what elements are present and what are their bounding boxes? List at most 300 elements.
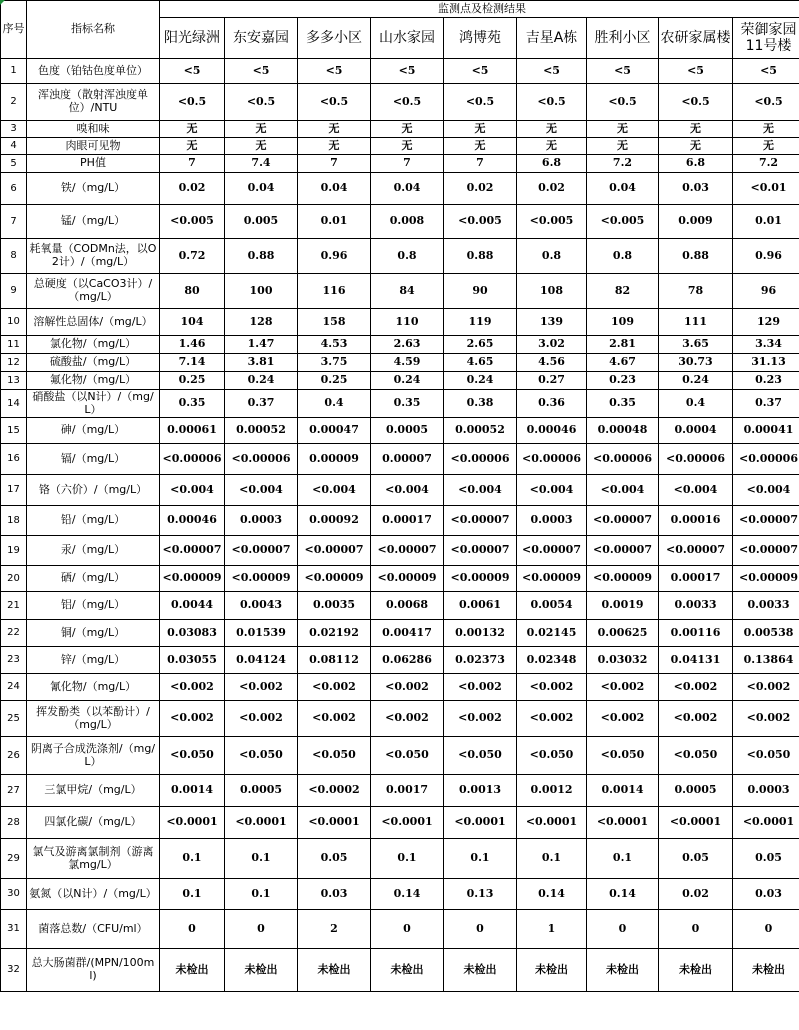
result-cell: <0.00007 xyxy=(733,506,799,536)
result-cell: <0.002 xyxy=(733,701,799,737)
row-number: 18 xyxy=(1,506,27,536)
result-cell: 0.0017 xyxy=(371,775,444,807)
result-cell: <0.002 xyxy=(160,674,225,701)
result-cell: <0.004 xyxy=(371,475,444,506)
result-cell: <0.00006 xyxy=(733,444,799,475)
result-cell: <0.00009 xyxy=(733,566,799,592)
result-cell: <0.002 xyxy=(733,674,799,701)
result-cell: 未检出 xyxy=(587,949,659,992)
result-cell: 0.37 xyxy=(225,390,298,418)
result-cell: 111 xyxy=(659,309,733,336)
result-cell: <0.050 xyxy=(225,737,298,775)
row-number: 24 xyxy=(1,674,27,701)
result-cell: 0.0014 xyxy=(160,775,225,807)
indicator-name: 锰/（mg/L） xyxy=(27,205,160,239)
result-cell: 96 xyxy=(733,274,799,309)
result-cell: <0.5 xyxy=(587,84,659,121)
result-cell: <0.002 xyxy=(298,701,371,737)
table-row xyxy=(1,566,799,592)
result-cell: 无 xyxy=(517,121,587,138)
result-cell: 0.0033 xyxy=(659,592,733,620)
result-cell: 无 xyxy=(659,138,733,155)
table-row xyxy=(1,807,799,839)
result-cell: 78 xyxy=(659,274,733,309)
row-number: 17 xyxy=(1,475,27,506)
indicator-name: 耗氧量（CODMn法，以O2计）/（mg/L） xyxy=(27,239,160,274)
row-number: 9 xyxy=(1,274,27,309)
result-cell: 1.46 xyxy=(160,336,225,354)
result-cell: <0.050 xyxy=(517,737,587,775)
result-cell: 0.0003 xyxy=(733,775,799,807)
result-cell: <0.5 xyxy=(225,84,298,121)
result-cell: 84 xyxy=(371,274,444,309)
indicator-header: 指标名称 xyxy=(27,1,160,59)
result-cell: 0.03055 xyxy=(160,647,225,674)
result-cell: <0.00009 xyxy=(587,566,659,592)
indicator-name: 阴离子合成洗涤剂/（mg/L） xyxy=(27,737,160,775)
result-cell: 0.13 xyxy=(444,879,517,910)
result-cell: 0.02348 xyxy=(517,647,587,674)
row-number: 5 xyxy=(1,155,27,173)
row-number: 16 xyxy=(1,444,27,475)
result-cell: 0.02 xyxy=(160,173,225,205)
result-cell: 1 xyxy=(517,910,587,949)
row-number: 31 xyxy=(1,910,27,949)
result-cell: 0 xyxy=(659,910,733,949)
indicator-name: 镉/（mg/L） xyxy=(27,444,160,475)
row-number: 6 xyxy=(1,173,27,205)
result-cell: 0.00052 xyxy=(444,418,517,444)
result-cell: 0.1 xyxy=(225,879,298,910)
result-cell: 2.65 xyxy=(444,336,517,354)
result-cell: 0.00046 xyxy=(517,418,587,444)
result-cell: 0.35 xyxy=(160,390,225,418)
result-cell: <5 xyxy=(733,59,799,84)
table-row xyxy=(1,674,799,701)
result-cell: 0.08112 xyxy=(298,647,371,674)
result-cell: <0.5 xyxy=(371,84,444,121)
site-header: 阳光绿洲 xyxy=(160,18,225,59)
result-cell: 未检出 xyxy=(371,949,444,992)
result-cell: <0.002 xyxy=(444,674,517,701)
result-cell: <0.002 xyxy=(444,701,517,737)
result-cell: 0.1 xyxy=(444,839,517,879)
result-cell: <5 xyxy=(587,59,659,84)
table-row xyxy=(1,418,799,444)
result-cell: 无 xyxy=(659,121,733,138)
result-cell: 80 xyxy=(160,274,225,309)
result-cell: 0 xyxy=(587,910,659,949)
result-cell: 0.00007 xyxy=(371,444,444,475)
result-cell: <0.5 xyxy=(733,84,799,121)
sites-group-header: 监测点及检测结果 xyxy=(160,1,799,18)
result-cell: <0.00006 xyxy=(444,444,517,475)
result-cell: <0.00007 xyxy=(659,536,733,566)
result-cell: 31.13 xyxy=(733,354,799,372)
site-header: 农研家属楼 xyxy=(659,18,733,59)
result-cell: 无 xyxy=(371,138,444,155)
result-cell: 7.4 xyxy=(225,155,298,173)
result-cell: 未检出 xyxy=(444,949,517,992)
result-cell: <0.5 xyxy=(444,84,517,121)
result-cell: 0.25 xyxy=(298,372,371,390)
result-cell: 0.01 xyxy=(298,205,371,239)
result-cell: 0.04131 xyxy=(659,647,733,674)
result-cell: 0.00016 xyxy=(659,506,733,536)
table-row xyxy=(1,701,799,737)
indicator-name: 氯化物/（mg/L） xyxy=(27,336,160,354)
result-cell: 0.8 xyxy=(587,239,659,274)
table-row xyxy=(1,444,799,475)
result-cell: <0.0001 xyxy=(298,807,371,839)
result-cell: 0.05 xyxy=(733,839,799,879)
result-cell: 未检出 xyxy=(225,949,298,992)
result-cell: <0.004 xyxy=(587,475,659,506)
result-cell: 3.65 xyxy=(659,336,733,354)
result-cell: 3.02 xyxy=(517,336,587,354)
result-cell: 无 xyxy=(587,138,659,155)
result-cell: 0.00417 xyxy=(371,620,444,647)
indicator-name: 氯气及游离氯制剂（游离氯mg/L） xyxy=(27,839,160,879)
result-cell: <0.050 xyxy=(733,737,799,775)
result-cell: 4.56 xyxy=(517,354,587,372)
result-cell: <0.0001 xyxy=(659,807,733,839)
result-cell: 0.0033 xyxy=(733,592,799,620)
result-cell: <0.00009 xyxy=(298,566,371,592)
result-cell: 0.0005 xyxy=(225,775,298,807)
result-cell: 129 xyxy=(733,309,799,336)
result-cell: 7 xyxy=(160,155,225,173)
row-number: 15 xyxy=(1,418,27,444)
indicator-name: 铝/（mg/L） xyxy=(27,592,160,620)
result-cell: 0.04 xyxy=(298,173,371,205)
indicator-name: 菌落总数/（CFU/ml） xyxy=(27,910,160,949)
table-row xyxy=(1,138,799,155)
result-cell: <0.01 xyxy=(733,173,799,205)
result-cell: <0.00009 xyxy=(371,566,444,592)
result-cell: <0.00006 xyxy=(160,444,225,475)
table-row xyxy=(1,121,799,138)
result-cell: 0.0003 xyxy=(225,506,298,536)
result-cell: <0.00007 xyxy=(587,536,659,566)
indicator-name: 四氯化碳/（mg/L） xyxy=(27,807,160,839)
result-cell: <0.050 xyxy=(298,737,371,775)
result-cell: <0.005 xyxy=(444,205,517,239)
result-cell: 0.0054 xyxy=(517,592,587,620)
result-cell: 0.00046 xyxy=(160,506,225,536)
result-cell: 0.00047 xyxy=(298,418,371,444)
result-cell: 0.01 xyxy=(733,205,799,239)
result-cell: <5 xyxy=(298,59,371,84)
result-cell: 无 xyxy=(298,138,371,155)
result-cell: <0.005 xyxy=(517,205,587,239)
indicator-name: 总硬度（以CaCO3计）/（mg/L） xyxy=(27,274,160,309)
row-number: 21 xyxy=(1,592,27,620)
result-cell: 3.75 xyxy=(298,354,371,372)
result-cell: 0.05 xyxy=(298,839,371,879)
result-cell: <0.5 xyxy=(659,84,733,121)
result-cell: 0.005 xyxy=(225,205,298,239)
result-cell: 无 xyxy=(733,121,799,138)
result-cell: 0.72 xyxy=(160,239,225,274)
result-cell: 116 xyxy=(298,274,371,309)
result-cell: 0.24 xyxy=(225,372,298,390)
result-cell: <0.0001 xyxy=(517,807,587,839)
table-row xyxy=(1,59,799,84)
row-number: 8 xyxy=(1,239,27,274)
result-cell: <0.002 xyxy=(587,701,659,737)
result-cell: 0.00048 xyxy=(587,418,659,444)
result-cell: 0.96 xyxy=(298,239,371,274)
result-cell: <0.0001 xyxy=(444,807,517,839)
result-cell: 0.88 xyxy=(225,239,298,274)
table-row xyxy=(1,309,799,336)
site-header: 多多小区 xyxy=(298,18,371,59)
result-cell: <0.5 xyxy=(298,84,371,121)
result-cell: <0.004 xyxy=(733,475,799,506)
result-cell: 0.00092 xyxy=(298,506,371,536)
cell-corner-marker xyxy=(0,0,5,5)
table-row xyxy=(1,737,799,775)
row-number: 25 xyxy=(1,701,27,737)
result-cell: 0.1 xyxy=(371,839,444,879)
result-cell: 0 xyxy=(225,910,298,949)
result-cell: 0.96 xyxy=(733,239,799,274)
result-cell: 0.14 xyxy=(371,879,444,910)
result-cell: 108 xyxy=(517,274,587,309)
table-row xyxy=(1,354,799,372)
result-cell: 0.02 xyxy=(659,879,733,910)
result-cell: 0.36 xyxy=(517,390,587,418)
result-cell: 0.03 xyxy=(733,879,799,910)
result-cell: <0.004 xyxy=(298,475,371,506)
row-number: 27 xyxy=(1,775,27,807)
result-cell: <0.002 xyxy=(587,674,659,701)
result-cell: 139 xyxy=(517,309,587,336)
result-cell: 未检出 xyxy=(298,949,371,992)
row-number: 32 xyxy=(1,949,27,992)
result-cell: 0.13864 xyxy=(733,647,799,674)
table-row xyxy=(1,274,799,309)
result-cell: <5 xyxy=(225,59,298,84)
result-cell: <0.004 xyxy=(160,475,225,506)
indicator-name: 硫酸盐/（mg/L） xyxy=(27,354,160,372)
result-cell: 0.02373 xyxy=(444,647,517,674)
result-cell: <0.0001 xyxy=(160,807,225,839)
result-cell: <0.0001 xyxy=(733,807,799,839)
result-cell: 6.8 xyxy=(659,155,733,173)
indicator-name: 铅/（mg/L） xyxy=(27,506,160,536)
indicator-name: 氰化物/（mg/L） xyxy=(27,674,160,701)
result-cell: <0.00007 xyxy=(444,536,517,566)
table-row xyxy=(1,84,799,121)
result-cell: 0.00625 xyxy=(587,620,659,647)
result-cell: 0.1 xyxy=(225,839,298,879)
result-cell: 0.38 xyxy=(444,390,517,418)
result-cell: <0.00007 xyxy=(225,536,298,566)
result-cell: 0 xyxy=(160,910,225,949)
result-cell: 0.0061 xyxy=(444,592,517,620)
result-cell: 0.01539 xyxy=(225,620,298,647)
result-cell: 0.0035 xyxy=(298,592,371,620)
result-cell: 0.37 xyxy=(733,390,799,418)
result-cell: 7.2 xyxy=(587,155,659,173)
table-row xyxy=(1,775,799,807)
table-row xyxy=(1,592,799,620)
result-cell: 0.0003 xyxy=(517,506,587,536)
table-row xyxy=(1,839,799,879)
result-cell: <0.002 xyxy=(371,701,444,737)
indicator-name: 挥发酚类（以苯酚计）/（mg/L） xyxy=(27,701,160,737)
result-cell: 0.0005 xyxy=(659,775,733,807)
result-cell: 未检出 xyxy=(160,949,225,992)
result-cell: 0.02 xyxy=(444,173,517,205)
row-number: 12 xyxy=(1,354,27,372)
table-row xyxy=(1,336,799,354)
site-header: 吉星A栋 xyxy=(517,18,587,59)
indicator-name: 锌/（mg/L） xyxy=(27,647,160,674)
result-cell: 1.47 xyxy=(225,336,298,354)
indicator-name: 砷/（mg/L） xyxy=(27,418,160,444)
result-cell: <0.002 xyxy=(371,674,444,701)
result-cell: <0.0001 xyxy=(225,807,298,839)
result-cell: 0.4 xyxy=(298,390,371,418)
result-cell: 3.81 xyxy=(225,354,298,372)
row-number: 1 xyxy=(1,59,27,84)
indicator-name: 氨氮（以N计）/（mg/L） xyxy=(27,879,160,910)
result-cell: 0.00017 xyxy=(371,506,444,536)
result-cell: <0.002 xyxy=(659,674,733,701)
row-number: 2 xyxy=(1,84,27,121)
result-cell: 0.03 xyxy=(659,173,733,205)
result-cell: 128 xyxy=(225,309,298,336)
result-cell: 110 xyxy=(371,309,444,336)
indicator-name: 铬（六价）/（mg/L） xyxy=(27,475,160,506)
result-cell: <5 xyxy=(160,59,225,84)
seq-header: 序号 xyxy=(1,1,27,59)
indicator-name: 铁/（mg/L） xyxy=(27,173,160,205)
result-cell: 0 xyxy=(733,910,799,949)
indicator-name: 氟化物/（mg/L） xyxy=(27,372,160,390)
indicator-name: 硝酸盐（以N计）/（mg/L） xyxy=(27,390,160,418)
result-cell: 无 xyxy=(160,138,225,155)
result-cell: <0.00006 xyxy=(517,444,587,475)
result-cell: 0.009 xyxy=(659,205,733,239)
indicator-name: 铜/（mg/L） xyxy=(27,620,160,647)
result-cell: 无 xyxy=(371,121,444,138)
indicator-name: 三氯甲烷/（mg/L） xyxy=(27,775,160,807)
site-header: 山水家园 xyxy=(371,18,444,59)
result-cell: 0.03032 xyxy=(587,647,659,674)
result-cell: 0.04 xyxy=(225,173,298,205)
result-cell: 119 xyxy=(444,309,517,336)
result-cell: 0 xyxy=(371,910,444,949)
result-cell: 0.0044 xyxy=(160,592,225,620)
result-cell: <0.00007 xyxy=(587,506,659,536)
result-cell: <0.002 xyxy=(517,701,587,737)
result-cell: 7 xyxy=(371,155,444,173)
result-cell: 0.0068 xyxy=(371,592,444,620)
result-cell: 0.27 xyxy=(517,372,587,390)
result-cell: <0.00009 xyxy=(225,566,298,592)
result-cell: 3.34 xyxy=(733,336,799,354)
result-cell: 0.25 xyxy=(160,372,225,390)
result-cell: 0.14 xyxy=(587,879,659,910)
table-row xyxy=(1,910,799,949)
indicator-name: 总大肠菌群/(MPN/100ml) xyxy=(27,949,160,992)
result-cell: 7.2 xyxy=(733,155,799,173)
site-header: 东安嘉园 xyxy=(225,18,298,59)
result-cell: 0.0013 xyxy=(444,775,517,807)
result-cell: 0.00116 xyxy=(659,620,733,647)
result-cell: <0.002 xyxy=(225,701,298,737)
result-cell: 2.81 xyxy=(587,336,659,354)
indicator-name: PH值 xyxy=(27,155,160,173)
result-cell: <5 xyxy=(444,59,517,84)
result-cell: <0.5 xyxy=(517,84,587,121)
result-cell: <5 xyxy=(371,59,444,84)
indicator-name: 汞/（mg/L） xyxy=(27,536,160,566)
result-cell: 0.88 xyxy=(444,239,517,274)
result-cell: 0.23 xyxy=(733,372,799,390)
result-cell: 0.8 xyxy=(517,239,587,274)
result-cell: <0.00006 xyxy=(659,444,733,475)
result-cell: 0.0043 xyxy=(225,592,298,620)
result-cell: 6.8 xyxy=(517,155,587,173)
result-cell: 104 xyxy=(160,309,225,336)
result-cell: 0.00009 xyxy=(298,444,371,475)
result-cell: 0.00061 xyxy=(160,418,225,444)
result-cell: 0.0012 xyxy=(517,775,587,807)
row-number: 20 xyxy=(1,566,27,592)
table-row xyxy=(1,536,799,566)
result-cell: 109 xyxy=(587,309,659,336)
indicator-name: 浑浊度（散射浑浊度单位）/NTU xyxy=(27,84,160,121)
result-cell: 4.53 xyxy=(298,336,371,354)
result-cell: 0.00017 xyxy=(659,566,733,592)
result-cell: 0.04 xyxy=(371,173,444,205)
indicator-name: 硒/（mg/L） xyxy=(27,566,160,592)
result-cell: 0.00041 xyxy=(733,418,799,444)
site-header: 鸿博苑 xyxy=(444,18,517,59)
result-cell: 2 xyxy=(298,910,371,949)
table-row xyxy=(1,506,799,536)
row-number: 29 xyxy=(1,839,27,879)
result-cell: 无 xyxy=(444,121,517,138)
result-cell: <0.050 xyxy=(444,737,517,775)
result-cell: 0.35 xyxy=(371,390,444,418)
row-number: 3 xyxy=(1,121,27,138)
result-cell: 无 xyxy=(587,121,659,138)
result-cell: 0.03 xyxy=(298,879,371,910)
result-cell: 0.05 xyxy=(659,839,733,879)
result-cell: 0.1 xyxy=(160,839,225,879)
result-cell: 0.1 xyxy=(517,839,587,879)
site-header: 荣御家园11号楼 xyxy=(733,18,799,59)
table-row xyxy=(1,949,799,992)
result-cell: 0.04124 xyxy=(225,647,298,674)
row-number: 30 xyxy=(1,879,27,910)
table-row xyxy=(1,390,799,418)
indicator-name: 溶解性总固体/（mg/L） xyxy=(27,309,160,336)
result-cell: 0.0004 xyxy=(659,418,733,444)
table-row xyxy=(1,647,799,674)
indicator-name: 嗅和味 xyxy=(27,121,160,138)
result-cell: <0.002 xyxy=(659,701,733,737)
result-cell: <0.004 xyxy=(659,475,733,506)
result-cell: <0.0001 xyxy=(371,807,444,839)
result-cell: 90 xyxy=(444,274,517,309)
